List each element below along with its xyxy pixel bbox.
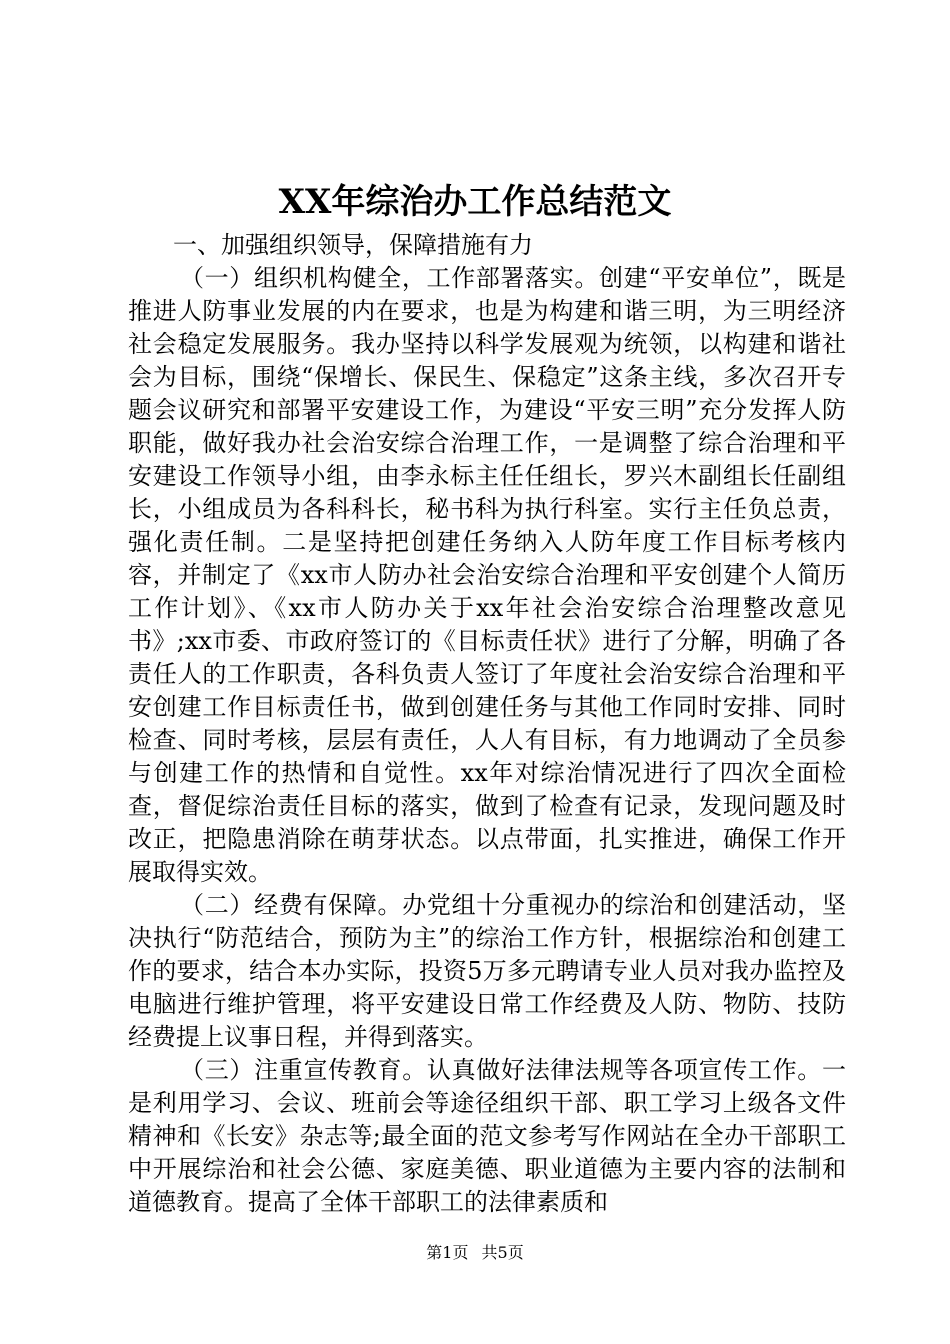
document-title: XX年综治办工作总结范文 bbox=[278, 182, 672, 222]
page-number: 第1页 bbox=[426, 1243, 469, 1262]
page-total: 共5页 bbox=[481, 1243, 524, 1262]
paragraph-3: （三）注重宣传教育。认真做好法律法规等各项宣传工作。一是利用学习、会议、班前会等途径组织干部、职工学习上级各文件精神和《长安》杂志等;最全面的范文参考写作网站在全办干部职工中开展综治和社会公德、家庭美德、职业道德为主要内容的法制和道德教育。提高了全体干部职工的法律素质和 bbox=[128, 1056, 846, 1216]
section-heading: 一、加强组织领导，保障措施有力 bbox=[173, 231, 533, 259]
paragraph-2: （二）经费有保障。办党组十分重视办的综治和创建活动，坚决执行“防范结合，预防为主”的综治工作方针，根据综治和创建工作的要求，结合本办实际，投资5万多元聘请专业人员对我办监控及电脑进行维护管理，将平安建设日常工作经费及人防、物防、技防经费提上议事日程，并得到落实。 bbox=[128, 891, 846, 1051]
document-body bbox=[128, 229, 846, 1219]
paragraph-1: （一）组织机构健全，工作部署落实。创建“平安单位”，既是推进人防事业发展的内在要求，也是为构建和谐三明，为三明经济社会稳定发展服务。我办坚持以科学发展观为统领，以构建和谐社会为目标，围绕“保增长、保民生、保稳定”这条主线，多次召开专题会议研究和部署平安建设工作，为建设“平安三明”充分发挥人防职能，做好我办社会治安综合治理工作，一是调整了综合治理和平安建设工作领导小组，由李永标主任任组长，罗兴木副组长任副组长，小组成员为各科科长，秘书科为执行科室。实行主任负总责，强化责任制。二是坚持把创建任务纳入人防年度工作目标考核内容，并制定了《xx市人防办社会治安综合治理和平安创建个人简历工作计划》、《xx市人防办关于xx年社会治安综合治理整改意见书》;xx市委、市政府签订的《目标责任状》进行了分解，明确了各责任人的工作职责，各科负责人签订了年度社会治安综合治理和平安创建工作目标责任书，做到创建任务与其他工作同时安排、同时检查、同时考核，层层有责任，人人有目标，有力地调动了全员参与创建工作的热情和自觉性。xx年对综治情况进行了四次全面检查，督促综治责任目标的落实，做到了检查有记录，发现问题及时改正，把隐患消除在萌芽状态。以点带面，扎实推进，确保工作开展取得实效。 bbox=[128, 264, 846, 886]
page-footer bbox=[0, 1243, 950, 1263]
